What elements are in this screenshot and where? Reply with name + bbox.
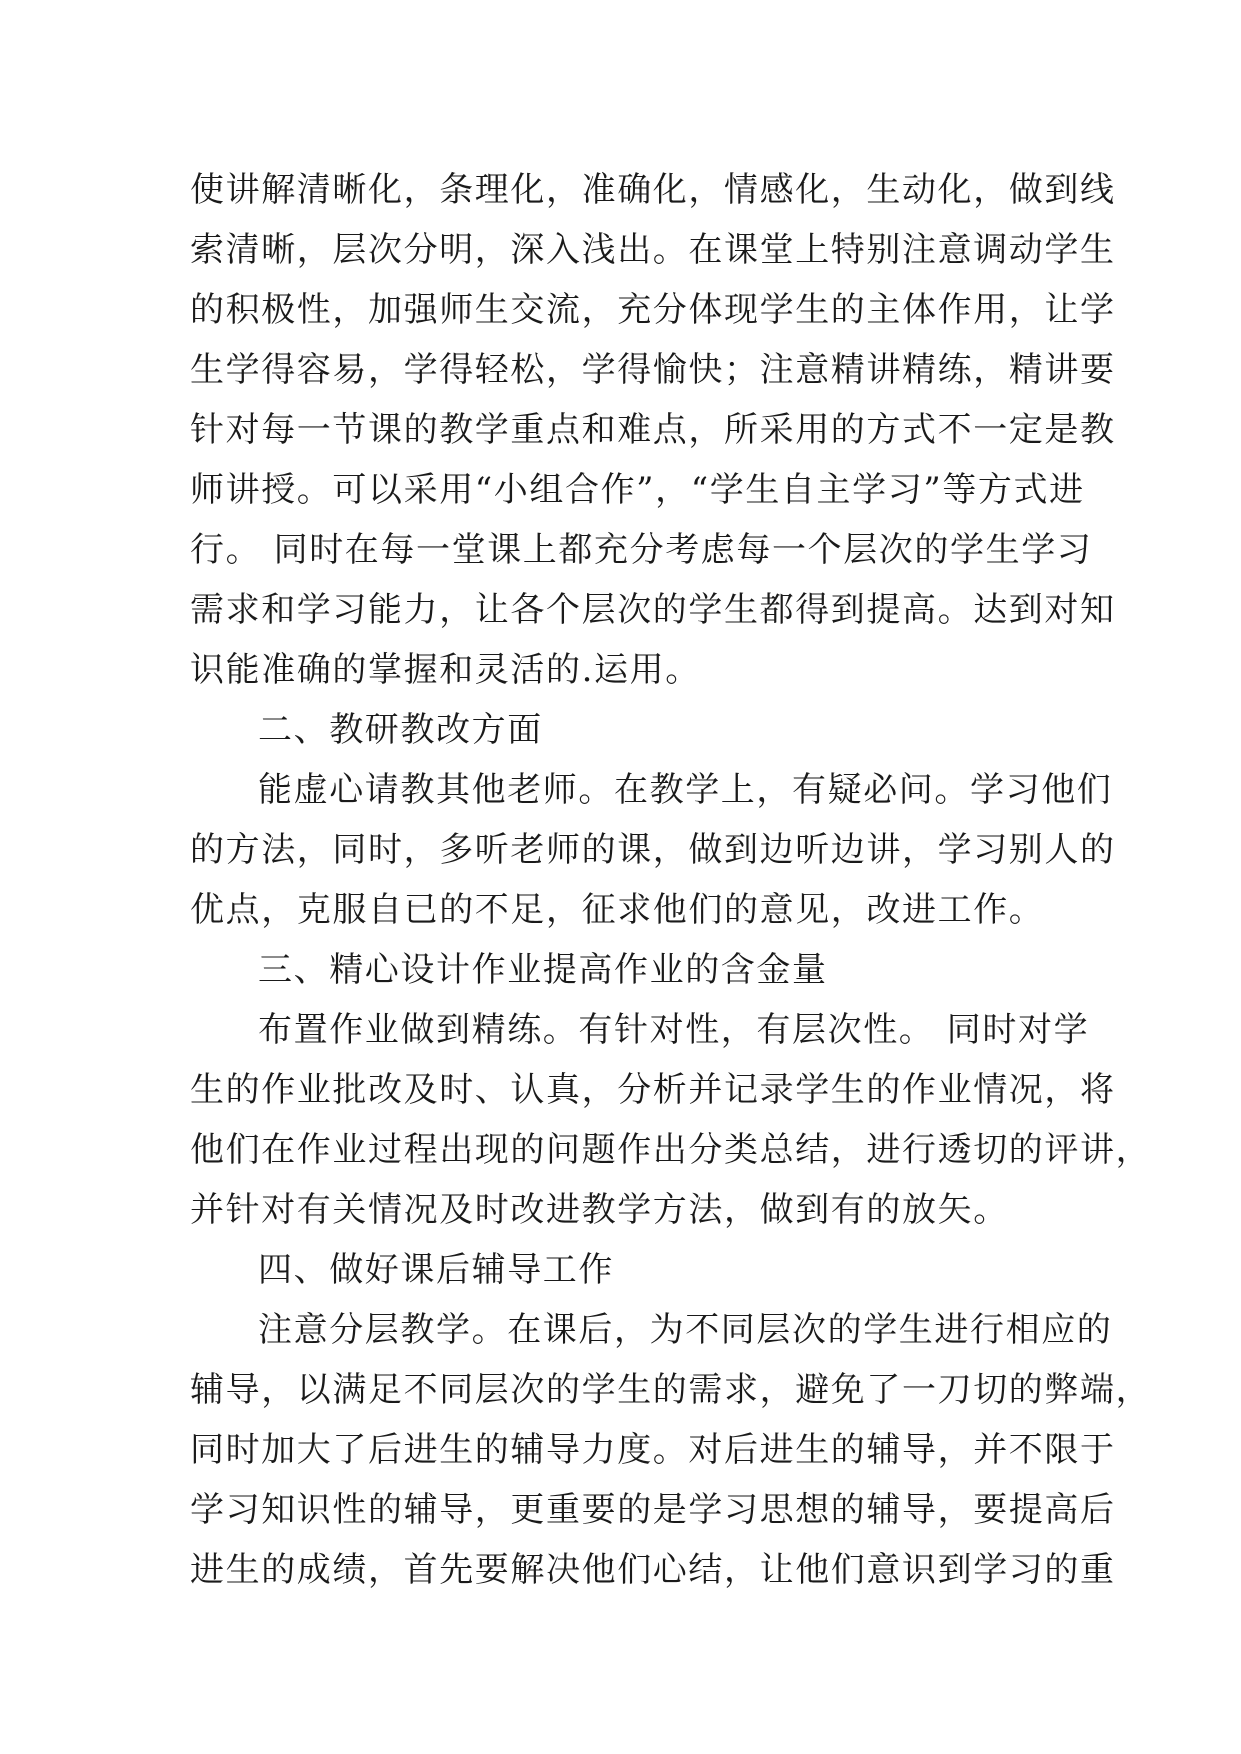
text-line: 使讲解清晰化，条理化，准确化，情感化，生动化，做到线 <box>190 170 1116 210</box>
section-heading: 四、做好课后辅导工作 <box>258 1250 614 1290</box>
text-line: 的方法，同时，多听老师的课，做到边听边讲，学习别人的 <box>190 830 1116 870</box>
text-line: 识能准确的掌握和灵活的.运用。 <box>190 650 701 690</box>
text-line: 同时加大了后进生的辅导力度。对后进生的辅导，并不限于 <box>190 1430 1116 1470</box>
text-line: 生学得容易，学得轻松，学得愉快；注意精讲精练，精讲要 <box>190 350 1116 390</box>
section-heading: 三、精心设计作业提高作业的含金量 <box>258 950 828 990</box>
text-line: 辅导，以满足不同层次的学生的需求，避免了一刀切的弊端， <box>190 1370 1152 1410</box>
paragraph-start: 能虚心请教其他老师。在教学上，有疑必问。学习他们 <box>258 770 1113 810</box>
text-line: 并针对有关情况及时改进教学方法，做到有的放矢。 <box>190 1190 1009 1230</box>
text-line: 他们在作业过程出现的问题作出分类总结，进行透切的评讲， <box>190 1130 1152 1170</box>
text-line: 生的作业批改及时、认真，分析并记录学生的作业情况，将 <box>190 1070 1116 1110</box>
text-line: 行。 同时在每一堂课上都充分考虑每一个层次的学生学习 <box>190 530 1093 570</box>
text-line: 需求和学习能力，让各个层次的学生都得到提高。达到对知 <box>190 590 1116 630</box>
section-heading: 二、教研教改方面 <box>258 710 543 750</box>
text-line: 优点，克服自已的不足，征求他们的意见，改进工作。 <box>190 890 1045 930</box>
text-line: 针对每一节课的教学重点和难点，所采用的方式不一定是教 <box>190 410 1116 450</box>
paragraph-start: 布置作业做到精练。有针对性，有层次性。 同时对学 <box>258 1010 1090 1050</box>
text-line: 索清晰，层次分明，深入浅出。在课堂上特别注意调动学生 <box>190 230 1116 270</box>
text-line: 学习知识性的辅导，更重要的是学习思想的辅导，要提高后 <box>190 1490 1116 1530</box>
document-body <box>190 160 1152 1600</box>
paragraph-start: 注意分层教学。在课后，为不同层次的学生进行相应的 <box>258 1310 1113 1350</box>
text-line: 师讲授。可以采用“小组合作”，“学生自主学习”等方式进 <box>190 470 1085 510</box>
text-line: 的积极性，加强师生交流，充分体现学生的主体作用，让学 <box>190 290 1116 330</box>
text-line: 进生的成绩，首先要解决他们心结，让他们意识到学习的重 <box>190 1550 1116 1590</box>
